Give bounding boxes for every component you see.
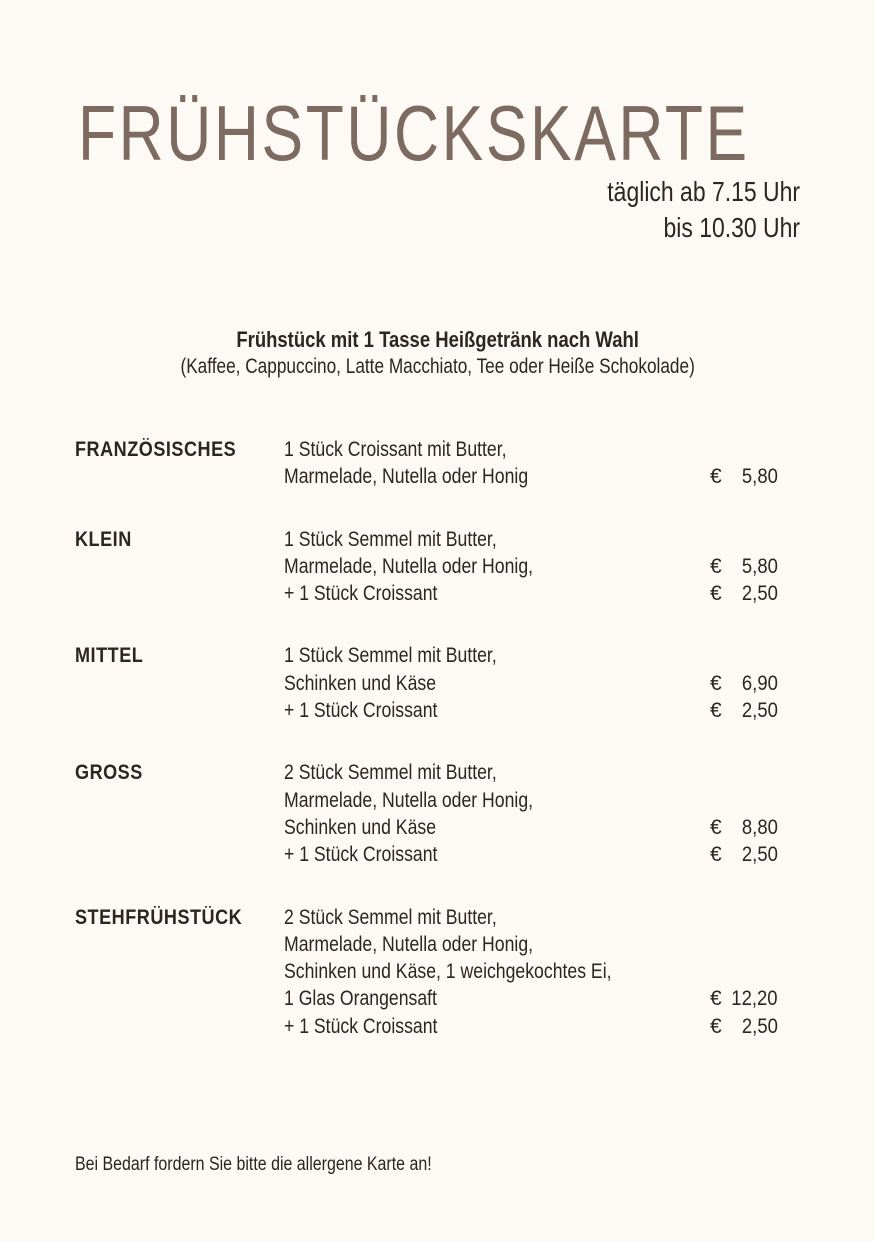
menu-item-line	[0, 814, 875, 841]
menu-item-price: 2,50	[742, 699, 778, 723]
menu-item-price: 2,50	[742, 1014, 778, 1038]
menu-item-line	[0, 697, 875, 724]
menu-item	[0, 526, 875, 608]
menu-item-description: Schinken und Käse, 1 weichgekochtes Ei,	[284, 960, 612, 984]
menu-item-price: 12,20	[731, 987, 778, 1011]
menu-item-line	[0, 931, 875, 958]
currency-symbol: €	[710, 671, 722, 695]
menu-item-name: MITTEL	[75, 644, 144, 668]
allergen-note: Bei Bedarf fordern Sie bitte die allergene Karte an!	[75, 1154, 432, 1175]
menu-item-line	[0, 985, 875, 1012]
menu-item-line	[0, 958, 875, 985]
menu-item	[0, 904, 875, 1040]
menu-item-line	[0, 904, 875, 931]
menu-item-description: + 1 Stück Croissant	[284, 699, 438, 723]
menu-item-description: Marmelade, Nutella oder Honig,	[284, 554, 534, 578]
hours-line-1: täglich ab 7.15 Uhr	[607, 176, 800, 207]
menu-item	[0, 759, 875, 868]
menu-item-price: 2,50	[742, 843, 778, 867]
menu-item-description: Schinken und Käse	[284, 815, 437, 839]
menu-item	[0, 436, 875, 491]
currency-symbol: €	[710, 1014, 722, 1038]
currency-symbol: €	[710, 465, 722, 489]
currency-symbol: €	[710, 987, 722, 1011]
menu-item-line	[0, 553, 875, 580]
intro-block	[0, 326, 875, 380]
menu-item-line	[0, 1013, 875, 1040]
intro-heading: Frühstück mit 1 Tasse Heißgetränk nach Wahl	[236, 327, 639, 352]
menu-item-price: 5,80	[742, 554, 778, 578]
menu-item-line	[0, 526, 875, 553]
menu-item-description: Marmelade, Nutella oder Honig,	[284, 932, 534, 956]
menu-item-line	[0, 642, 875, 669]
currency-symbol: €	[710, 582, 722, 606]
menu-item-description: 1 Stück Croissant mit Butter,	[284, 438, 507, 461]
currency-symbol: €	[710, 554, 722, 578]
menu-item-line	[0, 436, 875, 463]
menu-item-description: Marmelade, Nutella oder Honig,	[284, 788, 534, 812]
menu-item-description: 1 Stück Semmel mit Butter,	[284, 644, 497, 668]
menu-item-description: + 1 Stück Croissant	[284, 843, 438, 867]
currency-symbol: €	[710, 815, 722, 839]
menu-item-price: 2,50	[742, 582, 778, 606]
menu-item-name: KLEIN	[75, 527, 132, 551]
menu-item-description: 1 Stück Semmel mit Butter,	[284, 527, 497, 551]
intro-options: (Kaffee, Cappuccino, Latte Macchiato, Tee oder Heiße Schokolade)	[180, 355, 695, 378]
menu-list	[0, 436, 875, 1075]
menu-item-price: 8,80	[742, 815, 778, 839]
menu-item-line	[0, 670, 875, 697]
menu-item	[0, 642, 875, 724]
menu-item-line	[0, 841, 875, 868]
currency-symbol: €	[710, 843, 722, 867]
menu-item-name: FRANZÖSISCHES	[75, 438, 237, 461]
menu-item-description: 2 Stück Semmel mit Butter,	[284, 905, 497, 929]
menu-item-description: Schinken und Käse	[284, 671, 437, 695]
menu-item-line	[0, 787, 875, 814]
menu-item-line	[0, 759, 875, 786]
menu-item-name: GROSS	[75, 761, 143, 785]
menu-item-description: + 1 Stück Croissant	[284, 582, 438, 606]
menu-item-description: 1 Glas Orangensaft	[284, 987, 437, 1011]
menu-item-price: 6,90	[742, 671, 778, 695]
page-title: FRÜHSTÜCKSKARTE	[78, 89, 750, 177]
menu-item-price: 5,80	[742, 465, 778, 489]
menu-item-description: Marmelade, Nutella oder Honig	[284, 465, 529, 489]
menu-item-description: + 1 Stück Croissant	[284, 1014, 438, 1038]
menu-item-name: STEHFRÜHSTÜCK	[75, 905, 243, 929]
hours-line-2: bis 10.30 Uhr	[663, 212, 800, 243]
menu-item-description: 2 Stück Semmel mit Butter,	[284, 761, 497, 785]
menu-item-line	[0, 580, 875, 607]
opening-hours	[607, 174, 800, 246]
currency-symbol: €	[710, 699, 722, 723]
menu-item-line	[0, 463, 875, 490]
